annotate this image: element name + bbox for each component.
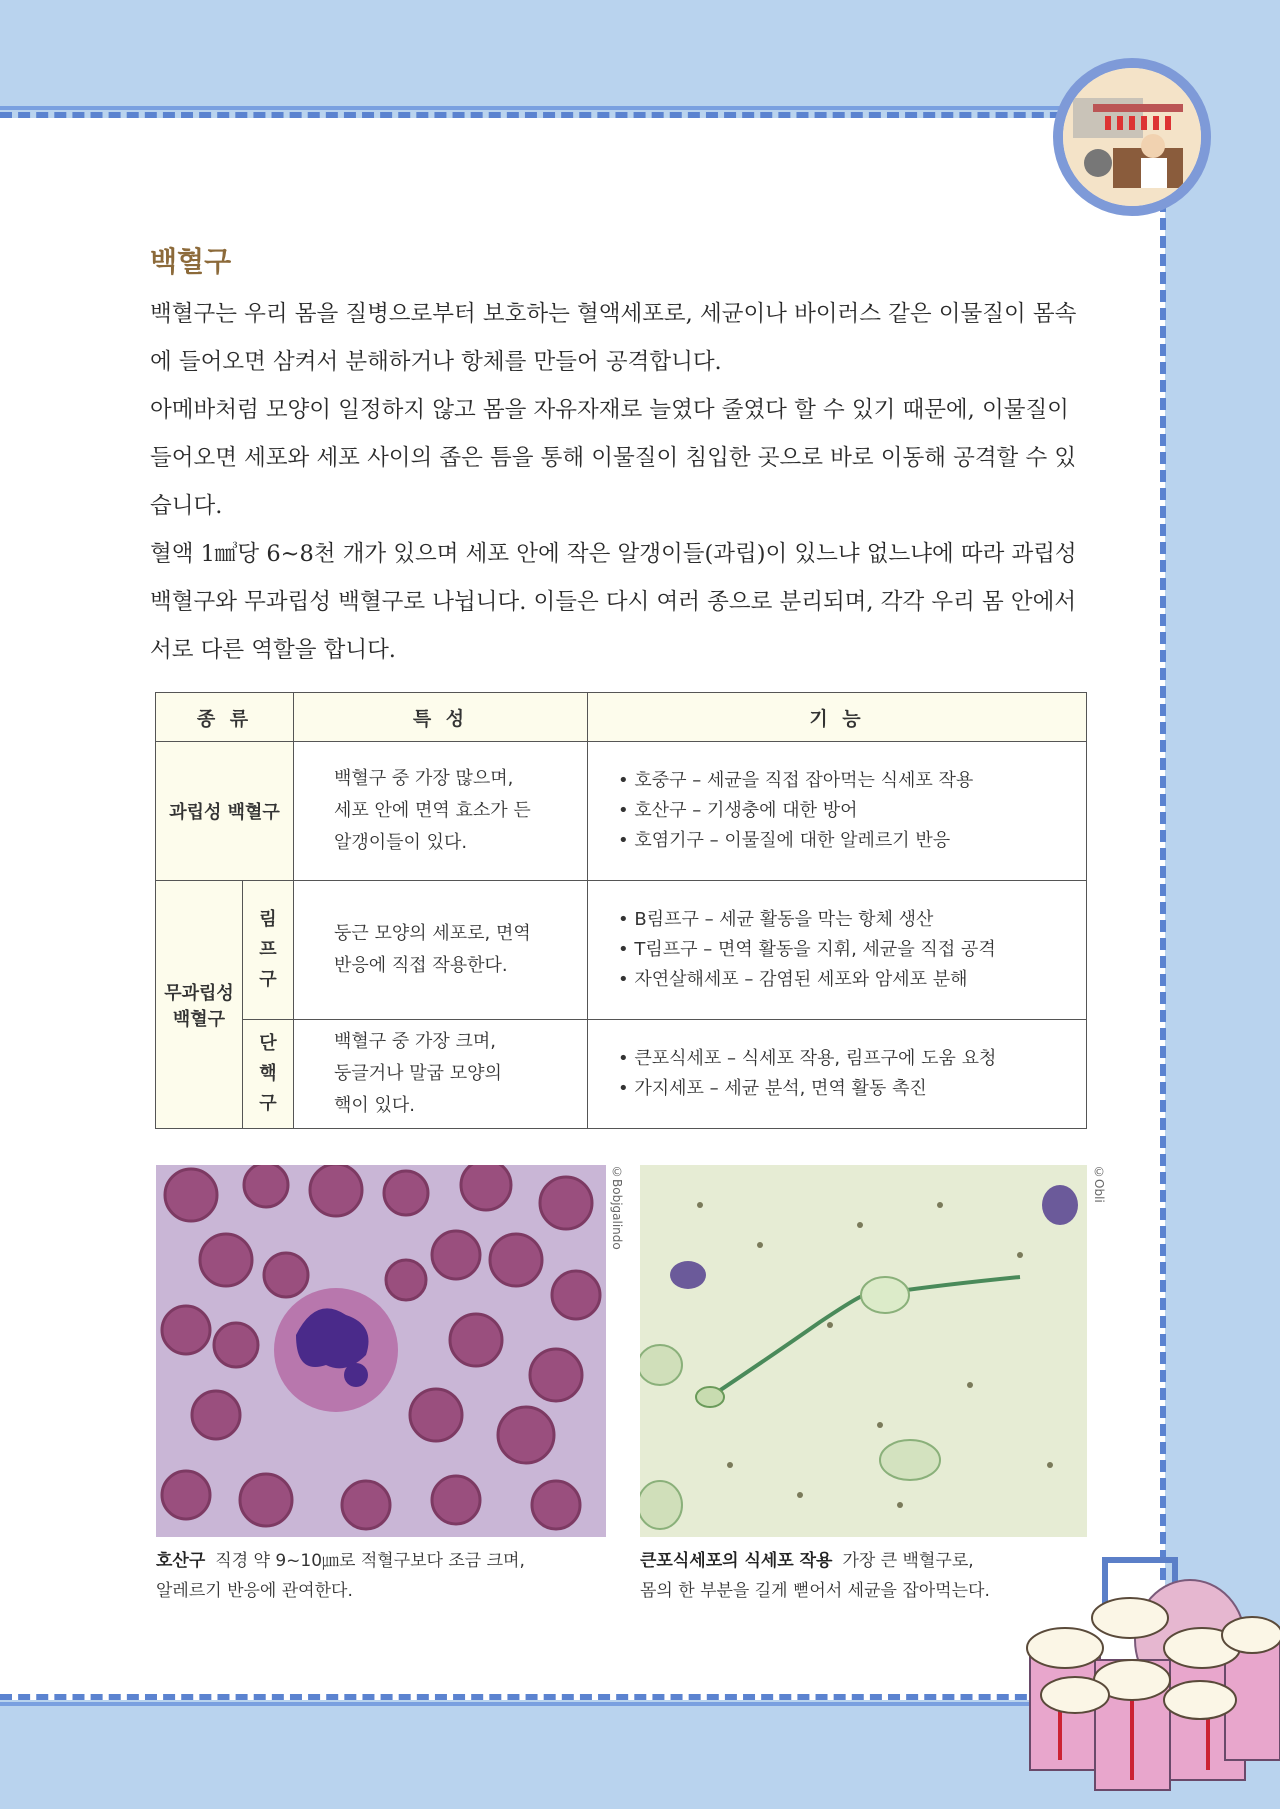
function-line: • 큰포식세포 – 식세포 작용, 림프구에 도움 요청 — [618, 1048, 997, 1069]
body-text — [150, 290, 1080, 674]
macrophage-micrograph — [640, 1165, 1087, 1537]
header-functions: 기 능 — [588, 693, 1087, 742]
function-line: • 호중구 – 세균을 직접 잡아먹는 식세포 작용 — [618, 770, 974, 791]
lymphocyte-functions-cell — [588, 881, 1087, 1020]
type-line: 무과립성 — [164, 982, 234, 1004]
sub-char: 프 — [259, 939, 277, 960]
photo-credit: ©Bobjgalindo — [610, 1165, 624, 1250]
monocyte-traits-cell — [294, 1020, 588, 1129]
sub-char: 림 — [259, 909, 277, 930]
corner-illustration-badge — [1053, 58, 1211, 216]
caption-text: 알레르기 반응에 관여한다. — [156, 1581, 353, 1601]
function-line: • 자연살해세포 – 감염된 세포와 암세포 분해 — [618, 969, 968, 990]
function-line: • 호산구 – 기생충에 대한 방어 — [618, 800, 858, 821]
trait-line: 백혈구 중 가장 많으며, — [334, 768, 514, 789]
frame-top-dashes — [0, 112, 1080, 118]
sub-char: 핵 — [259, 1063, 277, 1084]
type-line: 백혈구 — [172, 1008, 226, 1030]
table-row — [156, 742, 1087, 881]
trait-line: 알갱이들이 있다. — [334, 832, 468, 853]
function-line: • 호염기구 – 이물질에 대한 알레르기 반응 — [618, 830, 951, 851]
header-traits: 특 성 — [294, 693, 588, 742]
factory-illustration — [1063, 68, 1201, 206]
lymphocyte-traits-cell — [294, 881, 588, 1020]
trait-line: 반응에 직접 작용한다. — [334, 955, 508, 976]
trait-line: 둥근 모양의 세포로, 면역 — [334, 923, 531, 944]
frame-top-line — [0, 106, 1080, 110]
paragraph: 백혈구는 우리 몸을 질병으로부터 보호하는 혈액세포로, 세균이나 바이러스 같은 이물질이 몸속에 들어오면 삼켜서 분해하거나 항체를 만들어 공격합니다. — [150, 301, 1077, 375]
cell-cluster-illustration — [1020, 1530, 1280, 1805]
caption-title: 호산구 — [156, 1551, 206, 1571]
caption-title: 큰포식세포의 식세포 작용 — [640, 1551, 833, 1571]
frame-bottom-dashes — [0, 1694, 1045, 1700]
function-line: • T림프구 – 면역 활동을 지휘, 세균을 직접 공격 — [618, 939, 996, 960]
caption-text: 몸의 한 부분을 길게 뻗어서 세균을 잡아먹는다. — [640, 1581, 990, 1601]
trait-line: 핵이 있다. — [334, 1095, 415, 1116]
monocyte-functions-cell — [588, 1020, 1087, 1129]
table-row — [156, 881, 1087, 1020]
paragraph: 아메바처럼 모양이 일정하지 않고 몸을 자유자재로 늘였다 줄였다 할 수 있기 때문에, 이물질이 들어오면 세포와 세포 사이의 좁은 틈을 통해 이물질이 침입한 곳으로 바로 이동해 공격할 수 있습니다. — [150, 397, 1077, 519]
granular-type-cell: 과립성 백혈구 — [156, 742, 294, 881]
monocyte-sub-cell — [243, 1020, 294, 1129]
paragraph: 혈액 1㎣당 6~8천 개가 있으며 세포 안에 작은 알갱이들(과립)이 있느냐 없느냐에 따라 과립성 백혈구와 무과립성 백혈구로 나뉩니다. 이들은 다시 여러 종으로 분리되며, 각각 우리 몸 안에서 서로 다른 역할을 합니다. — [150, 541, 1077, 663]
wbc-classification-table — [155, 692, 1087, 1129]
header-type: 종 류 — [156, 693, 294, 742]
granular-functions-cell — [588, 742, 1087, 881]
frame-right-dashes — [1160, 200, 1166, 1580]
caption-text: 가장 큰 백혈구로, — [842, 1551, 974, 1571]
lymphocyte-sub-cell — [243, 881, 294, 1020]
photo-credit: ©Obli — [1092, 1165, 1106, 1203]
eosinophil-micrograph — [156, 1165, 606, 1537]
function-line: • B림프구 – 세균 활동을 막는 항체 생산 — [618, 909, 934, 930]
function-line: • 가지세포 – 세균 분석, 면역 활동 촉진 — [618, 1078, 927, 1099]
frame-bottom-line — [0, 1702, 1045, 1706]
sub-char: 구 — [259, 1093, 277, 1114]
eosinophil-caption — [156, 1546, 606, 1606]
section-title: 백혈구 — [150, 245, 232, 278]
granular-traits-cell — [294, 742, 588, 881]
table-row — [156, 1020, 1087, 1129]
sub-char: 단 — [259, 1033, 277, 1054]
trait-line: 둥글거나 말굽 모양의 — [334, 1063, 502, 1084]
caption-text: 직경 약 9~10㎛로 적혈구보다 조금 크며, — [215, 1551, 525, 1571]
trait-line: 세포 안에 면역 효소가 든 — [334, 800, 531, 821]
agranular-type-cell — [156, 881, 243, 1129]
sub-char: 구 — [259, 969, 277, 990]
trait-line: 백혈구 중 가장 크며, — [334, 1031, 496, 1052]
